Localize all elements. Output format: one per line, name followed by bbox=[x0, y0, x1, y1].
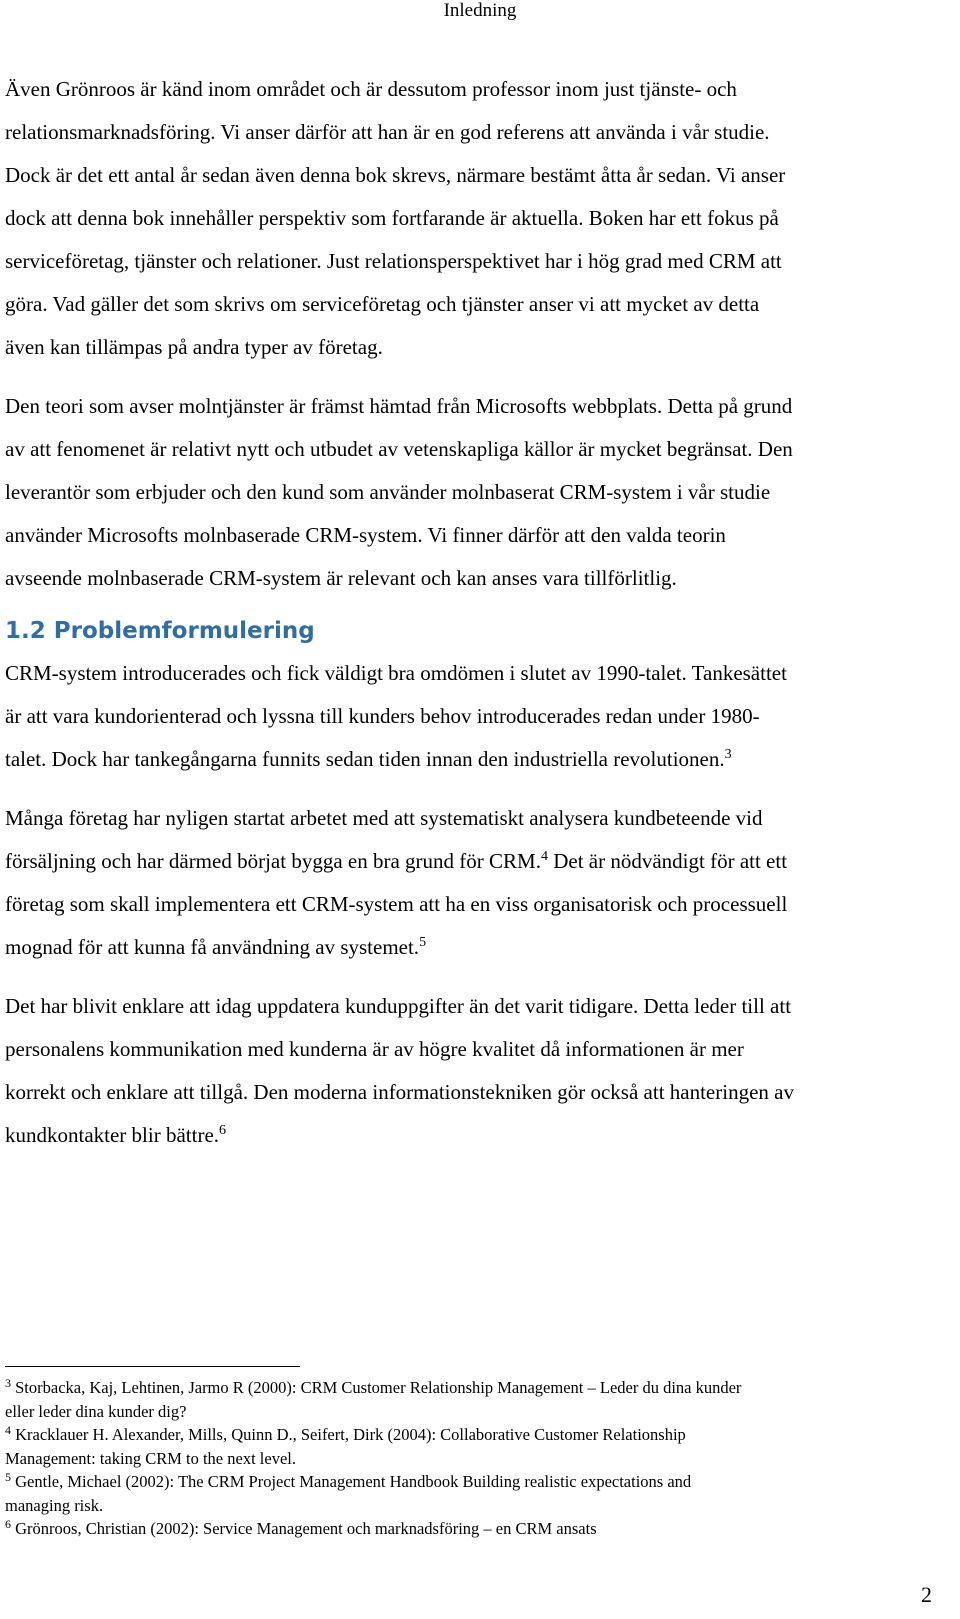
text-line: Många företag har nyligen startat arbetet med att systematiskt analysera kundbeteende vid bbox=[5, 806, 763, 830]
footnote-number: 3 bbox=[5, 1376, 11, 1390]
footnote-text: Grönroos, Christian (2002): Service Management och marknadsföring – en CRM ansats bbox=[15, 1519, 597, 1538]
text-line: Även Grönroos är känd inom området och är dessutom professor inom just tjänste- och bbox=[5, 77, 737, 101]
page-number: 2 bbox=[921, 1582, 932, 1607]
text-line: korrekt och enklare att tillgå. Den moderna informationstekniken gör också att hanteringen av bbox=[5, 1080, 794, 1104]
footnote-5 bbox=[5, 1470, 935, 1494]
text-line: av att fenomenet är relativt nytt och utbudet av vetenskapliga källor är mycket begränsat. Den bbox=[5, 437, 793, 461]
text-line bbox=[5, 840, 950, 883]
text-segment: talet. Dock har tankegångarna funnits sedan tiden innan den industriella revolutionen. bbox=[5, 747, 725, 771]
text-line: relationsmarknadsföring. Vi anser därför att han är en god referens att använda i vår studie. bbox=[5, 120, 770, 144]
text-line: serviceföretag, tjänster och relationer. Just relationsperspektivet har i hög grad med CRM att bbox=[5, 249, 782, 273]
text-line: avseende molnbaserade CRM-system är relevant och kan anses vara tillförlitlig. bbox=[5, 566, 677, 590]
text-line: är att vara kundorienterad och lyssna till kunders behov introducerades redan under 1980- bbox=[5, 704, 760, 728]
text-line: Dock är det ett antal år sedan även denna bok skrevs, närmare bestämt åtta år sedan. Vi anser bbox=[5, 163, 786, 187]
text-segment: Det är nödvändigt för att ett bbox=[547, 849, 788, 873]
text-segment: försäljning och har därmed börjat bygga en bra grund för CRM. bbox=[5, 849, 541, 873]
text-line: göra. Vad gäller det som skrivs om serviceföretag och tjänster anser vi att mycket av detta bbox=[5, 292, 760, 316]
footnote-ref: 5 bbox=[419, 935, 427, 950]
section-heading: 1.2 Problemformulering bbox=[5, 618, 315, 644]
text-line: leverantör som erbjuder och den kund som använder molnbaserat CRM-system i vår studie bbox=[5, 480, 771, 504]
footnote-3 bbox=[5, 1376, 935, 1400]
footnote-ref: 4 bbox=[540, 849, 548, 864]
footnote-text: Gentle, Michael (2002): The CRM Project Management Handbook Building realistic expectations and bbox=[15, 1472, 692, 1491]
footnote-ref: 6 bbox=[219, 1123, 227, 1138]
footnote-text: Kracklauer H. Alexander, Mills, Quinn D., Seifert, Dirk (2004): Collaborative Customer Relationship bbox=[15, 1425, 686, 1444]
text-line: dock att denna bok innehåller perspektiv som fortfarande är aktuella. Boken har ett fokus på bbox=[5, 206, 779, 230]
footnote-number: 4 bbox=[5, 1423, 11, 1437]
body-text bbox=[5, 68, 950, 1173]
paragraph-kunduppgifter bbox=[5, 985, 950, 1157]
footnote-number: 6 bbox=[5, 1517, 11, 1531]
footnotes bbox=[5, 1376, 935, 1541]
text-segment: kundkontakter blir bättre. bbox=[5, 1123, 220, 1147]
text-line: företag som skall implementera ett CRM-system att ha en viss organisatorisk och processuell bbox=[5, 892, 788, 916]
footnote-5-cont: managing risk. bbox=[5, 1495, 104, 1515]
text-segment: mognad för att kunna få användning av systemet. bbox=[5, 935, 420, 959]
footnote-3-cont: eller leder dina kunder dig? bbox=[5, 1401, 187, 1421]
running-header: Inledning bbox=[443, 0, 517, 21]
footnote-number: 5 bbox=[5, 1470, 11, 1484]
footnote-6 bbox=[5, 1517, 935, 1541]
paragraph-foretag bbox=[5, 797, 950, 969]
footnote-separator bbox=[5, 1366, 300, 1367]
text-line: Den teori som avser molntjänster är främst hämtad från Microsofts webbplats. Detta på grund bbox=[5, 394, 793, 418]
paragraph-crm-history bbox=[5, 652, 950, 781]
paragraph-molntjanster bbox=[5, 385, 950, 600]
text-line: använder Microsofts molnbaserade CRM-system. Vi finner därför att den valda teorin bbox=[5, 523, 726, 547]
text-line: Det har blivit enklare att idag uppdatera kunduppgifter än det varit tidigare. Detta leder till att bbox=[5, 994, 792, 1018]
footnote-ref: 3 bbox=[724, 747, 732, 762]
text-line bbox=[5, 1114, 950, 1157]
text-line: även kan tillämpas på andra typer av företag. bbox=[5, 335, 383, 359]
footnote-4 bbox=[5, 1423, 935, 1447]
text-line: personalens kommunikation med kunderna är av högre kvalitet då informationen är mer bbox=[5, 1037, 744, 1061]
footnote-text: Storbacka, Kaj, Lehtinen, Jarmo R (2000): CRM Customer Relationship Management – Leder du dina kunder bbox=[15, 1378, 742, 1397]
paragraph-gronroos bbox=[5, 68, 950, 369]
text-line bbox=[5, 926, 950, 969]
footnote-4-cont: Management: taking CRM to the next level. bbox=[5, 1448, 296, 1468]
text-line bbox=[5, 738, 950, 781]
text-line: CRM-system introducerades och fick väldigt bra omdömen i slutet av 1990-talet. Tankesättet bbox=[5, 661, 787, 685]
